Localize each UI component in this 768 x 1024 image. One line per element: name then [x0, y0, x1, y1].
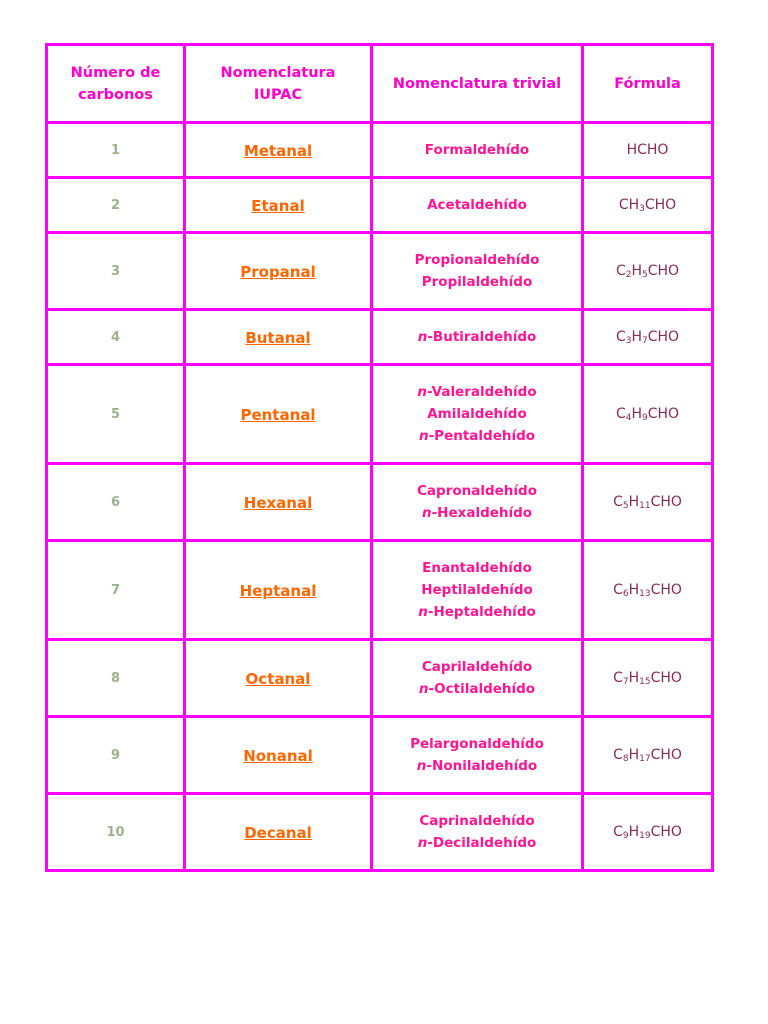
iupac-name-cell: [185, 310, 372, 365]
formula-symbol: H: [628, 670, 640, 686]
header-carbon-count-line-1: Número de: [70, 64, 161, 81]
formula-subscript: 17: [639, 754, 651, 764]
table-row: [47, 794, 713, 871]
normal-prefix: n: [418, 428, 429, 444]
trivial-name-text: Caprinaldehído: [419, 813, 535, 829]
trivial-name-text: -Nonilaldehído: [426, 758, 538, 774]
table-row: [47, 464, 713, 541]
formula-cell: [583, 464, 713, 541]
formula-symbol: CHO: [647, 329, 680, 345]
normal-prefix: n: [421, 505, 432, 521]
table-row: [47, 541, 713, 640]
trivial-name: [373, 249, 581, 271]
aldehyde-nomenclature-table: [45, 43, 714, 872]
carbon-count-cell: 6: [47, 464, 185, 541]
carbon-count-cell: 2: [47, 178, 185, 233]
carbon-count-cell: 3: [47, 233, 185, 310]
formula-symbol: C: [613, 494, 623, 510]
formula-subscript: 15: [639, 677, 651, 687]
trivial-name: [373, 601, 581, 623]
trivial-name-cell: [372, 794, 583, 871]
trivial-name-cell: [372, 541, 583, 640]
formula-cell: [583, 794, 713, 871]
formula-subscript: 9: [641, 413, 648, 423]
formula-symbol: H: [628, 747, 640, 763]
iupac-name-cell: [185, 640, 372, 717]
trivial-name-text: Amilaldehído: [427, 406, 527, 422]
iupac-name-cell: [185, 123, 372, 178]
formula-subscript: 11: [639, 501, 651, 511]
iupac-name-link[interactable]: Heptanal: [239, 581, 317, 600]
header-carbon-count-line-2: carbonos: [78, 86, 153, 103]
iupac-name-link[interactable]: Etanal: [251, 196, 305, 215]
formula-symbol: CHO: [644, 197, 677, 213]
trivial-name-cell: [372, 464, 583, 541]
table-row: [47, 717, 713, 794]
formula-symbol: C: [615, 329, 626, 345]
trivial-name: [373, 271, 581, 293]
iupac-name-cell: [185, 178, 372, 233]
trivial-name-cell: [372, 178, 583, 233]
iupac-name-link[interactable]: Propanal: [240, 262, 316, 281]
normal-prefix: n: [416, 758, 427, 774]
formula-cell: [583, 717, 713, 794]
carbon-count-cell: 1: [47, 123, 185, 178]
formula-cell: [583, 541, 713, 640]
trivial-name-text: -Decilaldehído: [427, 835, 537, 851]
formula-symbol: H: [631, 263, 642, 279]
trivial-name: [373, 326, 581, 348]
header-iupac-line-2: IUPAC: [253, 86, 303, 103]
trivial-name-cell: [372, 365, 583, 464]
iupac-name-cell: [185, 233, 372, 310]
iupac-name-link[interactable]: Metanal: [243, 141, 313, 160]
trivial-name: [373, 403, 581, 425]
formula-cell: [583, 178, 713, 233]
formula-subscript: 3: [639, 204, 645, 214]
header-carbon-count: [47, 45, 185, 123]
trivial-name-text: Capronaldehído: [417, 483, 537, 499]
trivial-name-text: Propilaldehído: [421, 274, 533, 290]
iupac-name-cell: [185, 464, 372, 541]
trivial-name: [373, 832, 581, 854]
normal-prefix: n: [417, 329, 428, 345]
iupac-name-link[interactable]: Decanal: [244, 823, 312, 842]
carbon-count-cell: 5: [47, 365, 185, 464]
formula-subscript: 19: [639, 831, 651, 841]
trivial-name-text: -Pentaldehído: [428, 428, 536, 444]
iupac-name-link[interactable]: Pentanal: [240, 405, 316, 424]
trivial-name-text: Caprilaldehído: [421, 659, 533, 675]
formula-symbol: HCHO: [626, 142, 669, 158]
header-trivial: Nomenclatura trivial: [372, 45, 583, 123]
trivial-name-cell: [372, 233, 583, 310]
trivial-name: [373, 755, 581, 777]
trivial-name: [373, 656, 581, 678]
formula-symbol: C: [615, 263, 626, 279]
carbon-count-cell: 8: [47, 640, 185, 717]
normal-prefix: n: [417, 835, 428, 851]
formula-subscript: 3: [625, 336, 632, 346]
trivial-name-text: Heptilaldehído: [421, 582, 533, 598]
trivial-name: [373, 557, 581, 579]
formula-subscript: 2: [625, 270, 632, 280]
trivial-name-text: Enantaldehído: [422, 560, 532, 576]
formula-symbol: C: [613, 670, 623, 686]
trivial-name-cell: [372, 310, 583, 365]
trivial-name-text: Propionaldehído: [414, 252, 540, 268]
trivial-name-text: Acetaldehído: [427, 197, 527, 213]
formula-symbol: H: [631, 406, 642, 422]
trivial-name-cell: [372, 123, 583, 178]
formula-cell: [583, 310, 713, 365]
trivial-name-text: -Valeraldehído: [427, 384, 537, 400]
table-row: [47, 640, 713, 717]
formula-subscript: 4: [625, 413, 632, 423]
trivial-name-text: Pelargonaldehído: [410, 736, 544, 752]
formula-subscript: 6: [622, 589, 629, 599]
formula-symbol: CHO: [647, 263, 680, 279]
formula-symbol: C: [613, 582, 623, 598]
trivial-name: [373, 425, 581, 447]
formula-symbol: CHO: [650, 494, 682, 510]
trivial-name: [373, 678, 581, 700]
table-body: [47, 123, 713, 871]
formula-cell: [583, 640, 713, 717]
iupac-name-cell: [185, 717, 372, 794]
trivial-name: [373, 502, 581, 524]
table-row: [47, 123, 713, 178]
formula-symbol: CHO: [650, 670, 682, 686]
iupac-name-link[interactable]: Octanal: [245, 669, 311, 688]
formula-subscript: 5: [641, 270, 648, 280]
formula-symbol: CHO: [650, 582, 682, 598]
trivial-name: [373, 480, 581, 502]
formula-symbol: CHO: [650, 747, 682, 763]
formula-subscript: 7: [641, 336, 648, 346]
trivial-name-text: Formaldehído: [424, 142, 530, 158]
header-formula: Fórmula: [583, 45, 713, 123]
iupac-name-link[interactable]: Butanal: [245, 328, 311, 347]
carbon-count-cell: 9: [47, 717, 185, 794]
iupac-name-cell: [185, 365, 372, 464]
formula-subscript: 8: [622, 754, 629, 764]
formula-symbol: H: [631, 329, 642, 345]
formula-symbol: CH: [618, 197, 640, 213]
trivial-name-text: -Heptaldehído: [427, 604, 536, 620]
header-iupac: [185, 45, 372, 123]
table-row: [47, 178, 713, 233]
formula-symbol: C: [613, 824, 623, 840]
trivial-name: [373, 733, 581, 755]
header-row: [47, 45, 713, 123]
iupac-name-link[interactable]: Hexanal: [243, 493, 313, 512]
table-row: [47, 310, 713, 365]
carbon-count-cell: 10: [47, 794, 185, 871]
table-row: [47, 233, 713, 310]
normal-prefix: n: [418, 604, 428, 620]
normal-prefix: n: [418, 681, 429, 697]
table-row: [47, 365, 713, 464]
trivial-name: [373, 194, 581, 216]
iupac-name-cell: [185, 794, 372, 871]
formula-symbol: C: [613, 747, 623, 763]
trivial-name-text: -Butiraldehído: [427, 329, 537, 345]
trivial-name-text: -Hexaldehído: [431, 505, 533, 521]
formula-cell: [583, 233, 713, 310]
iupac-name-cell: [185, 541, 372, 640]
header-iupac-line-1: Nomenclatura: [220, 64, 336, 81]
formula-cell: [583, 365, 713, 464]
formula-symbol: CHO: [647, 406, 680, 422]
trivial-name-text: -Octilaldehído: [428, 681, 536, 697]
trivial-name-cell: [372, 717, 583, 794]
formula-symbol: CHO: [650, 824, 682, 840]
formula-symbol: H: [628, 494, 640, 510]
carbon-count-cell: 7: [47, 541, 185, 640]
formula-cell: [583, 123, 713, 178]
formula-subscript: 5: [622, 501, 629, 511]
normal-prefix: n: [417, 384, 427, 400]
formula-subscript: 13: [639, 589, 651, 599]
trivial-name: [373, 810, 581, 832]
formula-subscript: 7: [622, 677, 629, 687]
carbon-count-cell: 4: [47, 310, 185, 365]
formula-symbol: C: [615, 406, 626, 422]
iupac-name-link[interactable]: Nonanal: [243, 746, 313, 765]
trivial-name: [373, 139, 581, 161]
trivial-name: [373, 579, 581, 601]
formula-symbol: H: [628, 824, 640, 840]
formula-symbol: H: [628, 582, 640, 598]
formula-subscript: 9: [622, 831, 629, 841]
trivial-name: [373, 381, 581, 403]
trivial-name-cell: [372, 640, 583, 717]
